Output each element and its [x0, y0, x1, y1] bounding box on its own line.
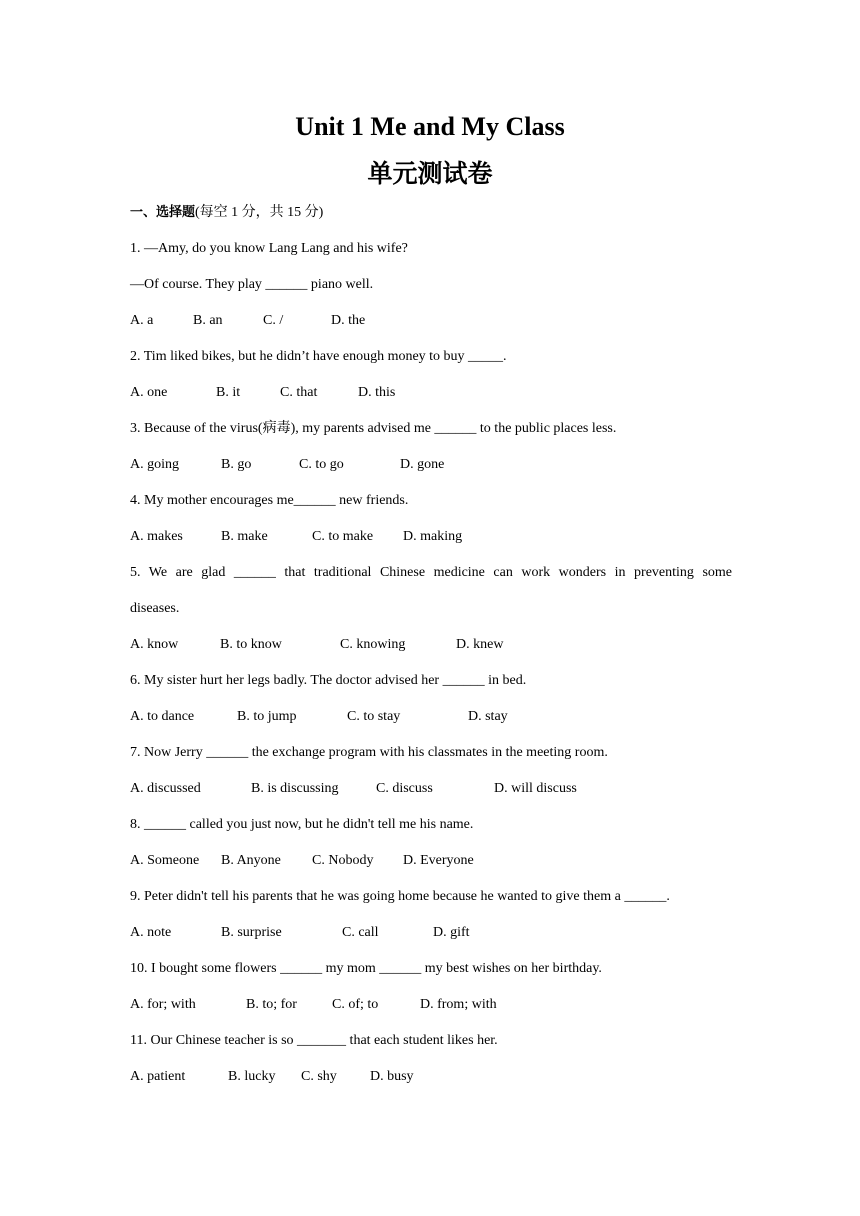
question-5-stem: 5. We are glad ______ that traditional Chinese medicine can work wonders in preventing some — [130, 565, 732, 580]
option-b: B. it — [216, 385, 241, 400]
option-d: D. will discuss — [494, 781, 577, 796]
question-3-options — [130, 455, 730, 475]
option-a: A. one — [130, 385, 168, 400]
section-heading — [130, 203, 323, 223]
question-4-stem: 4. My mother encourages me______ new friends. — [130, 493, 409, 508]
question-6-stem: 6. My sister hurt her legs badly. The doctor advised her ______ in bed. — [130, 673, 527, 688]
option-a: A. a — [130, 313, 154, 328]
option-d: D. making — [403, 529, 463, 544]
option-c: C. of; to — [332, 997, 379, 1012]
option-b: B. go — [221, 457, 252, 472]
question-10-options — [130, 995, 730, 1015]
option-d: D. knew — [456, 637, 504, 652]
option-c: C. knowing — [340, 637, 406, 652]
page-subtitle: 单元测试卷 — [367, 159, 493, 188]
option-b: B. surprise — [221, 925, 282, 940]
question-7-stem: 7. Now Jerry ______ the exchange program with his classmates in the meeting room. — [130, 745, 608, 760]
section-heading-label: 一、选择题 — [130, 205, 196, 220]
option-d: D. stay — [468, 709, 508, 724]
option-c: C. that — [280, 385, 318, 400]
option-a: A. know — [130, 637, 179, 652]
option-c: C. shy — [301, 1069, 337, 1084]
question-3-stem: 3. Because of the virus(病毒), my parents advised me ______ to the public places less. — [130, 421, 617, 436]
option-c: C. discuss — [376, 781, 433, 796]
question-2-options — [130, 383, 730, 403]
option-d: D. Everyone — [403, 853, 474, 868]
question-8-stem: 8. ______ called you just now, but he didn't tell me his name. — [130, 817, 474, 832]
option-a: A. note — [130, 925, 172, 940]
question-6-options — [130, 707, 730, 727]
question-1-stem-2: —Of course. They play ______ piano well. — [130, 277, 374, 292]
option-c: C. to go — [299, 457, 344, 472]
option-a: A. Someone — [130, 853, 200, 868]
question-11-options — [130, 1067, 730, 1087]
question-9-stem: 9. Peter didn't tell his parents that he was going home because he wanted to give them a ______. — [130, 889, 670, 904]
option-a: A. makes — [130, 529, 183, 544]
question-7-options — [130, 779, 730, 799]
question-10-stem: 10. I bought some flowers ______ my mom ______ my best wishes on her birthday. — [130, 961, 602, 976]
option-b: B. to; for — [246, 997, 297, 1012]
option-a: A. to dance — [130, 709, 195, 724]
option-c: C. to make — [312, 529, 374, 544]
option-d: D. busy — [370, 1069, 414, 1084]
option-b: B. make — [221, 529, 268, 544]
question-1-options — [130, 311, 730, 331]
option-c: C. / — [263, 313, 284, 328]
option-d: D. this — [358, 385, 396, 400]
question-8-options — [130, 851, 730, 871]
question-11-stem: 11. Our Chinese teacher is so _______ that each student likes her. — [130, 1033, 498, 1048]
option-d: D. gone — [400, 457, 445, 472]
option-b: B. is discussing — [251, 781, 339, 796]
option-a: A. for; with — [130, 997, 196, 1012]
option-b: B. to jump — [237, 709, 297, 724]
question-9-options — [130, 923, 730, 943]
option-a: A. going — [130, 457, 179, 472]
option-b: B. an — [193, 313, 223, 328]
question-4-options — [130, 527, 730, 547]
option-d: D. the — [331, 313, 366, 328]
option-d: D. gift — [433, 925, 470, 940]
option-c: C. Nobody — [312, 853, 374, 868]
option-b: B. to know — [220, 637, 282, 652]
option-d: D. from; with — [420, 997, 497, 1012]
page-title: Unit 1 Me and My Class — [295, 112, 565, 141]
question-1-stem: 1. —Amy, do you know Lang Lang and his wife? — [130, 241, 408, 256]
question-2-stem: 2. Tim liked bikes, but he didn’t have enough money to buy _____. — [130, 349, 507, 364]
option-c: C. call — [342, 925, 379, 940]
question-5-options — [130, 635, 730, 655]
option-b: B. lucky — [228, 1069, 276, 1084]
section-heading-scoring: (每空 1 分，共 15 分) — [195, 205, 324, 220]
option-a: A. discussed — [130, 781, 201, 796]
question-5-stem-2: diseases. — [130, 601, 180, 616]
option-c: C. to stay — [347, 709, 401, 724]
option-b: B. Anyone — [221, 853, 281, 868]
option-a: A. patient — [130, 1069, 186, 1084]
